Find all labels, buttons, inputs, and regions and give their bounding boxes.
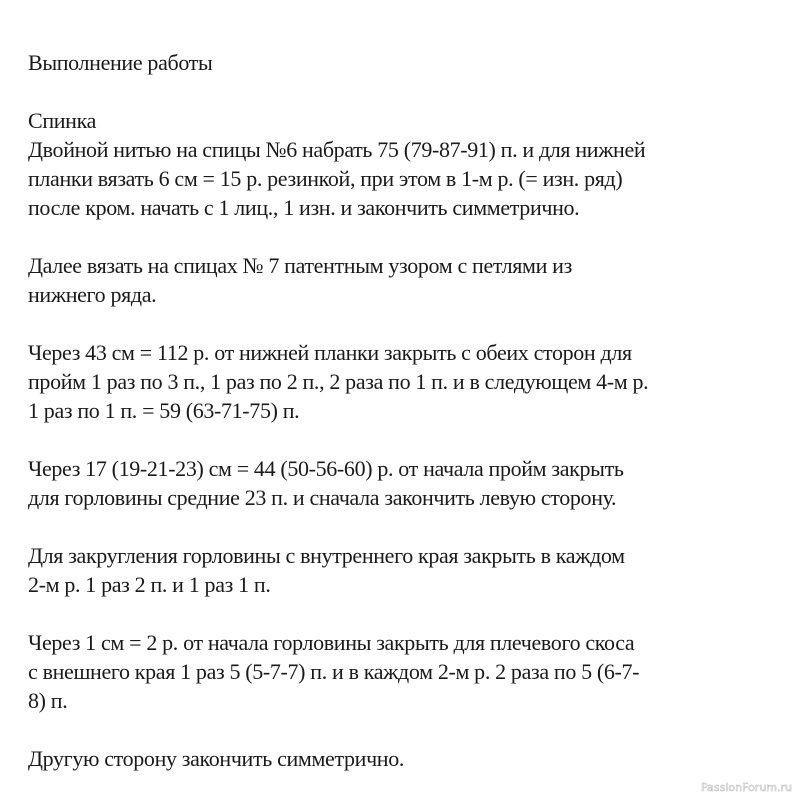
text-line: 8) п. bbox=[28, 688, 68, 713]
watermark: PassionForum.ru bbox=[701, 781, 792, 794]
text-line: Через 1 см = 2 р. от начала горловины закрыть для плечевого скоса bbox=[28, 630, 635, 655]
document-title: Выполнение работы bbox=[28, 50, 213, 75]
spacer bbox=[28, 715, 788, 744]
document-page bbox=[28, 48, 788, 773]
text-line: для горловины средние 23 п. и сначала закончить левую сторону. bbox=[28, 485, 617, 510]
spacer bbox=[28, 425, 788, 454]
spacer bbox=[28, 512, 788, 541]
paragraph-neckline bbox=[28, 454, 788, 512]
paragraph-cast-on bbox=[28, 135, 788, 222]
text-line: 2-м р. 1 раз 2 п. и 1 раз 1 п. bbox=[28, 572, 271, 597]
text-line: пройм 1 раз по 3 п., 1 раз по 2 п., 2 раза по 1 п. и в следующем 4-м р. bbox=[28, 369, 649, 394]
text-line: 1 раз по 1 п. = 59 (63-71-75) п. bbox=[28, 398, 300, 423]
text-line: нижнего ряда. bbox=[28, 282, 157, 307]
text-line: Далее вязать на спицах № 7 патентным узором с петлями из bbox=[28, 253, 572, 278]
text-line: Другую сторону закончить симметрично. bbox=[28, 746, 405, 771]
text-line: Для закругления горловины с внутреннего края закрыть в каждом bbox=[28, 543, 625, 568]
paragraph-finish bbox=[28, 744, 788, 773]
paragraph-pattern bbox=[28, 251, 788, 309]
spacer bbox=[28, 222, 788, 251]
spacer bbox=[28, 309, 788, 338]
text-line: с внешнего края 1 раз 5 (5-7-7) п. и в каждом 2-м р. 2 раза по 5 (6-7- bbox=[28, 659, 640, 684]
text-line: Через 17 (19-21-23) см = 44 (50-56-60) р. от начала пройм закрыть bbox=[28, 456, 624, 481]
text-line: Через 43 см = 112 р. от нижней планки закрыть с обеих сторон для bbox=[28, 340, 632, 365]
spacer bbox=[28, 599, 788, 628]
spacer bbox=[28, 77, 788, 106]
paragraph-shoulder-slope bbox=[28, 628, 788, 715]
paragraph-neck-rounding bbox=[28, 541, 788, 599]
section-heading: Спинка bbox=[28, 108, 97, 133]
text-line: Двойной нитью на спицы №6 набрать 75 (79-87-91) п. и для нижней bbox=[28, 137, 646, 162]
paragraph-armholes bbox=[28, 338, 788, 425]
text-line: после кром. начать с 1 лиц., 1 изн. и закончить симметрично. bbox=[28, 195, 580, 220]
text-line: планки вязать 6 см = 15 р. резинкой, при этом в 1-м р. (= изн. ряд) bbox=[28, 166, 623, 191]
